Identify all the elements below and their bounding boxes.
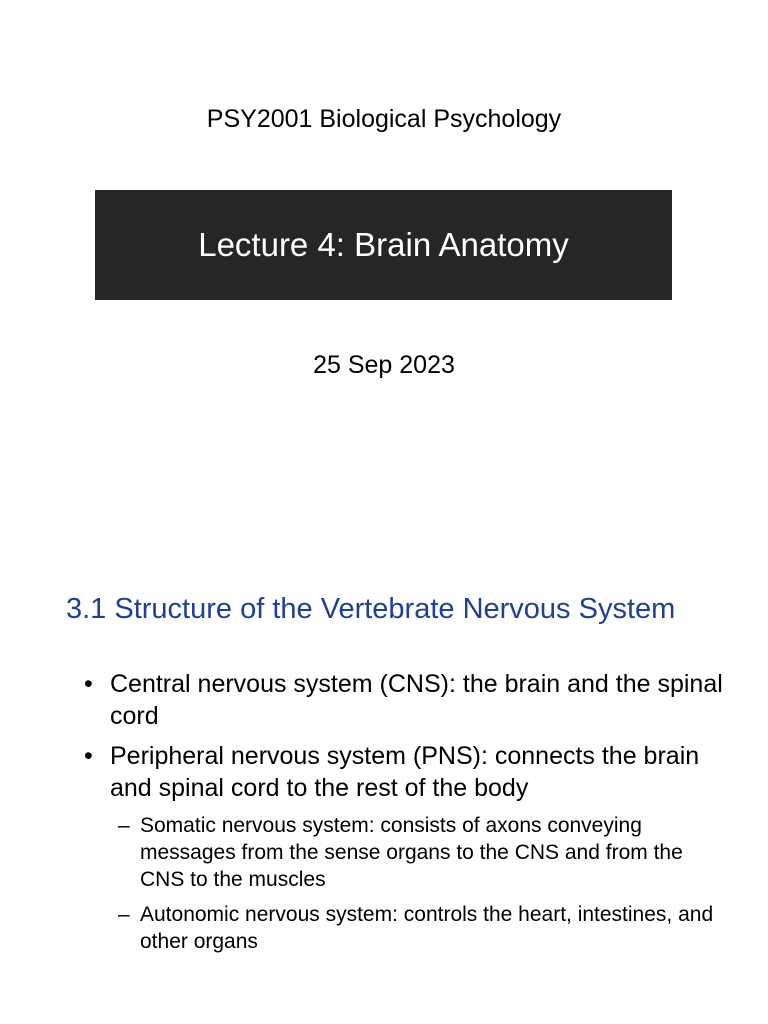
bullet-list <box>84 668 724 963</box>
sub-bullet-list <box>118 812 724 955</box>
bullet-dot-icon: • <box>84 670 93 698</box>
bullet-item-cns <box>84 668 724 732</box>
dash-icon: – <box>118 903 130 926</box>
sub-bullet-text-somatic: Somatic nervous system: consists of axons conveying messages from the sense organs to the CNS and from the CNS to the muscles <box>140 814 683 891</box>
bullet-dot-icon: • <box>84 742 93 770</box>
dash-icon: – <box>118 814 130 837</box>
course-title: PSY2001 Biological Psychology <box>206 105 562 133</box>
lecture-title-banner <box>95 190 672 300</box>
bullet-text-pns: Peripheral nervous system (PNS): connects the brain and spinal cord to the rest of the body <box>110 742 700 802</box>
bullet-item-pns <box>84 740 724 955</box>
lecture-date: 25 Sep 2023 <box>313 351 455 379</box>
sub-bullet-somatic <box>118 812 730 893</box>
sub-bullet-autonomic <box>118 901 730 955</box>
section-heading: 3.1 Structure of the Vertebrate Nervous System <box>66 593 676 625</box>
bullet-text-cns: Central nervous system (CNS): the brain and the spinal cord <box>110 670 723 730</box>
lecture-title: Lecture 4: Brain Anatomy <box>198 226 569 263</box>
sub-bullet-text-autonomic: Autonomic nervous system: controls the heart, intestines, and other organs <box>140 903 714 953</box>
